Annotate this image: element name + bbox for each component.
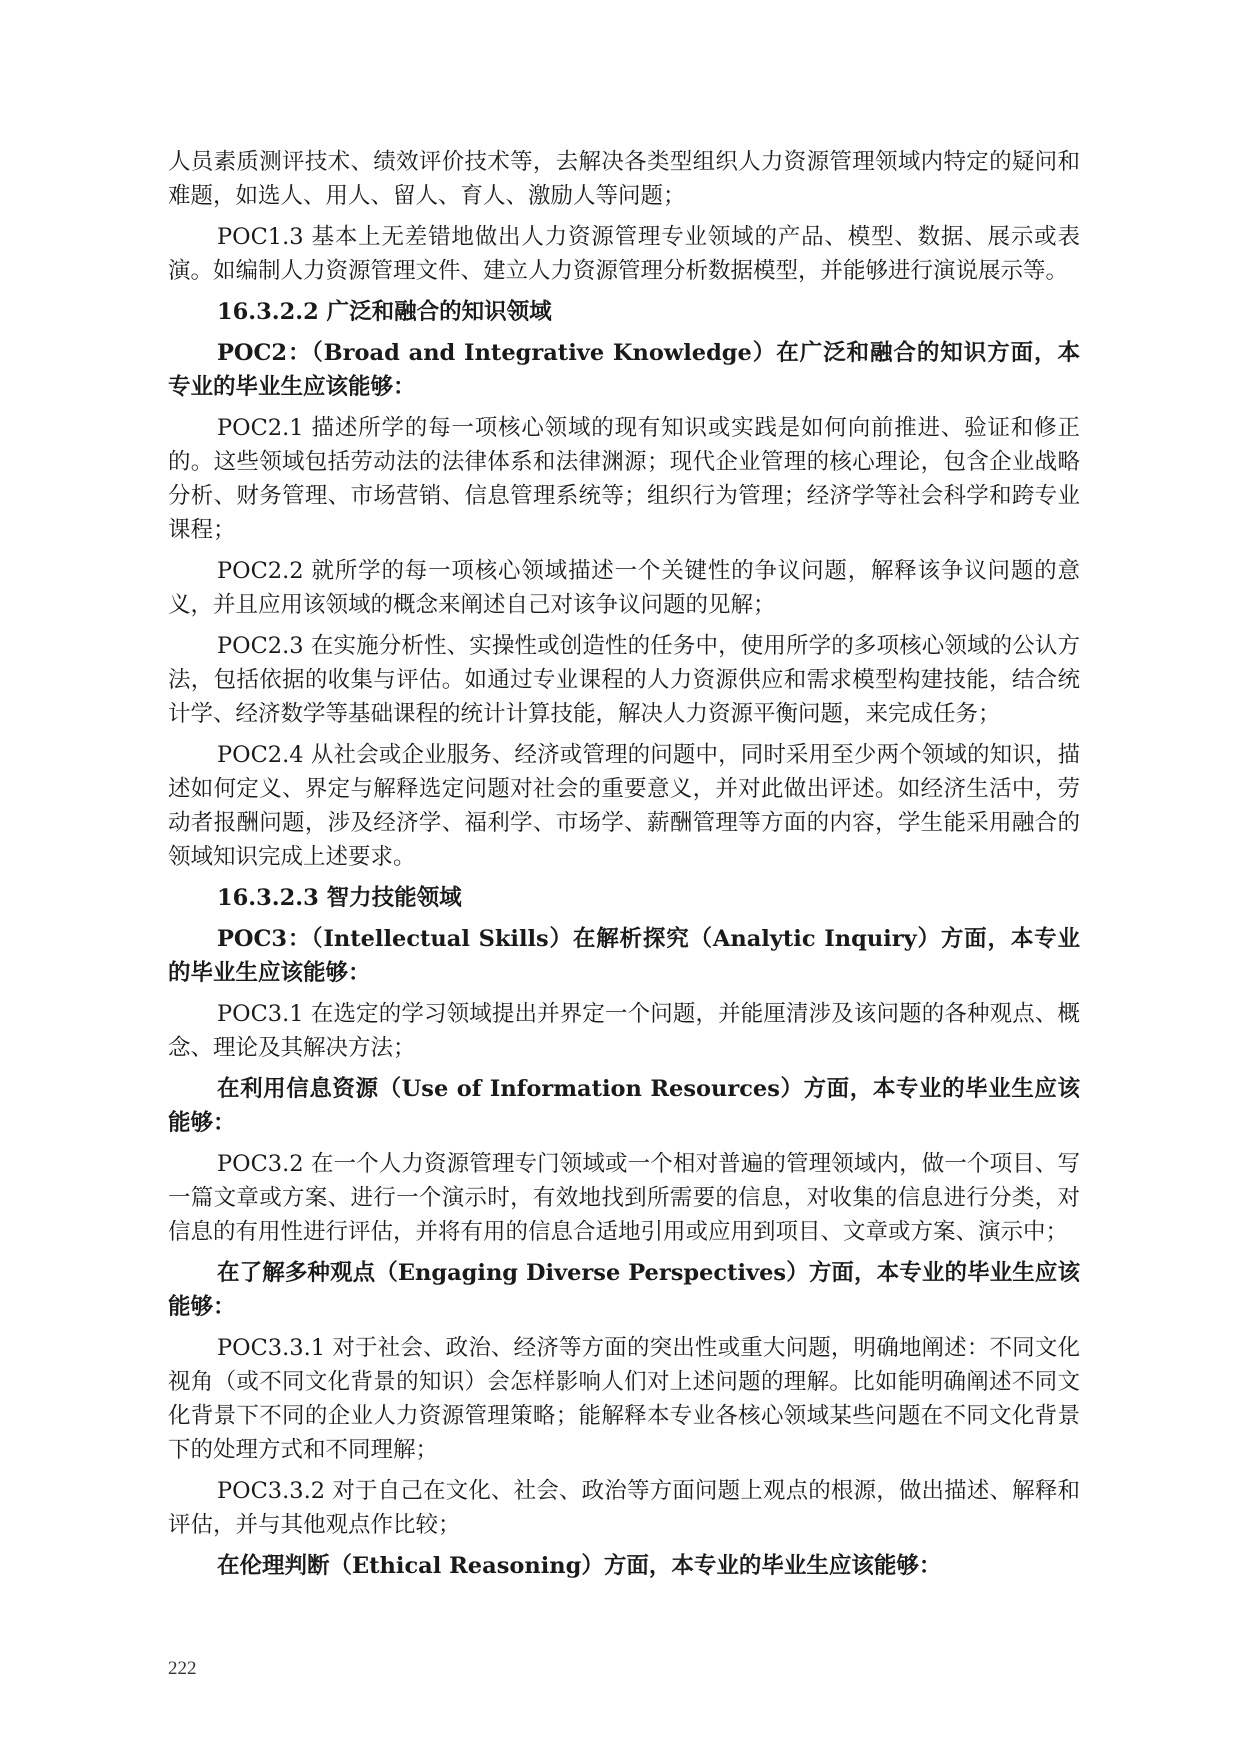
paragraph-poc3-2: POC3.2 在一个人力资源管理专门领域或一个相对普遍的管理领域内，做一个项目、写一篇文章或方案、进行一个演示时，有效地找到所需要的信息，对收集的信息进行分类，对信息的有用性进行评估，并将有用的信息合适地引用或应用到项目、文章或方案、演示中； xyxy=(168,1151,1080,1245)
paragraph-ethical-reasoning-intro: 在伦理判断（Ethical Reasoning）方面，本专业的毕业生应该能够： xyxy=(217,1553,942,1579)
section-heading-16-3-2-3: 16.3.2.3 智力技能领域 xyxy=(217,885,462,911)
paragraph-poc1-3: POC1.3 基本上无差错地做出人力资源管理专业领域的产品、模型、数据、展示或表演。如编制人力资源管理文件、建立人力资源管理分析数据模型，并能够进行演说展示等。 xyxy=(168,224,1080,284)
paragraph-poc3-intro: POC3：（Intellectual Skills）在解析探究（Analytic Inquiry）方面，本专业的毕业生应该能够： xyxy=(168,926,1080,986)
paragraph-continuation: 人员素质测评技术、绩效评价技术等，去解决各类型组织人力资源管理领域内特定的疑问和难题，如选人、用人、留人、育人、激励人等问题； xyxy=(168,149,1080,209)
page-number: 222 xyxy=(168,1658,197,1679)
paragraph-poc3-1: POC3.1 在选定的学习领域提出并界定一个问题，并能厘清涉及该问题的各种观点、概念、理论及其解决方法； xyxy=(168,1001,1080,1061)
paragraph-poc2-intro: POC2：（Broad and Integrative Knowledge）在广泛和融合的知识方面，本专业的毕业生应该能够： xyxy=(168,340,1080,400)
paragraph-diverse-perspectives-intro: 在了解多种观点（Engaging Diverse Perspectives）方面，本专业的毕业生应该能够： xyxy=(168,1260,1080,1320)
paragraph-poc2-2: POC2.2 就所学的每一项核心领域描述一个关键性的争议问题，解释该争议问题的意义，并且应用该领域的概念来阐述自己对该争议问题的见解； xyxy=(168,558,1080,618)
paragraph-poc2-1: POC2.1 描述所学的每一项核心领域的现有知识或实践是如何向前推进、验证和修正的。这些领域包括劳动法的法律体系和法律渊源；现代企业管理的核心理论，包含企业战略分析、财务管理、市场营销、信息管理系统等；组织行为管理；经济学等社会科学和跨专业课程； xyxy=(168,415,1080,543)
paragraph-poc3-3-1: POC3.3.1 对于社会、政治、经济等方面的突出性或重大问题，明确地阐述：不同文化视角（或不同文化背景的知识）会怎样影响人们对上述问题的理解。比如能明确阐述不同文化背景下不同的企业人力资源管理策略；能解释本专业各核心领域某些问题在不同文化背景下的处理方式和不同理解； xyxy=(168,1335,1080,1463)
paragraph-poc2-4: POC2.4 从社会或企业服务、经济或管理的问题中，同时采用至少两个领域的知识，描述如何定义、界定与解释选定问题对社会的重要意义，并对此做出评述。如经济生活中，劳动者报酬问题，涉及经济学、福利学、市场学、薪酬管理等方面的内容，学生能采用融合的领域知识完成上述要求。 xyxy=(168,742,1080,870)
section-heading-16-3-2-2: 16.3.2.2 广泛和融合的知识领域 xyxy=(217,299,552,325)
paragraph-poc2-3: POC2.3 在实施分析性、实操性或创造性的任务中，使用所学的多项核心领域的公认方法，包括依据的收集与评估。如通过专业课程的人力资源供应和需求模型构建技能，结合统计学、经济数学等基础课程的统计计算技能，解决人力资源平衡问题，来完成任务； xyxy=(168,633,1080,727)
paragraph-information-resources-intro: 在利用信息资源（Use of Information Resources）方面，本专业的毕业生应该能够： xyxy=(168,1076,1080,1136)
paragraph-poc3-3-2: POC3.3.2 对于自己在文化、社会、政治等方面问题上观点的根源，做出描述、解释和评估，并与其他观点作比较； xyxy=(168,1478,1080,1538)
document-body xyxy=(168,145,1080,1590)
